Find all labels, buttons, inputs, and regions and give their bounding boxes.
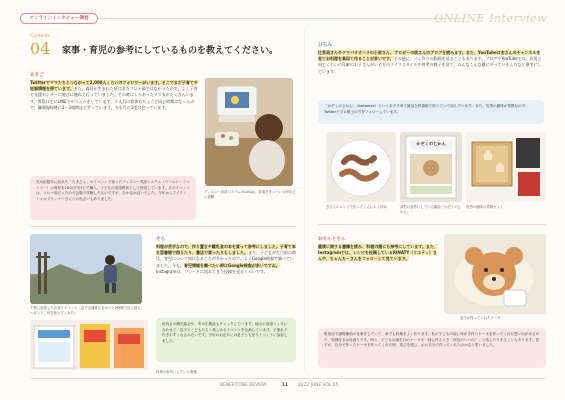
akogi-note-text: 長女結婚年に訪れた「たまひよ」のイベントで知ったディズニー英語システム（ワールド・ファミリー）の教材を100万円ほどで購入。子どもの英語教育として使用しています。そのイベントは、コロナ前だったので会場で体験したものですが、なかなか良いでした。今年からアイランシャルプランナーさんとの出会いもありました。 [36,180,190,201]
akogi-name: あきご [30,73,44,78]
otonton-highlight: 健康に関する書籍を読み、料理の際にも参考にしています。また、Instagramでは、レシピを投稿しているRINATY（リエティ）さんや、ちゃんちーさんをフォローして見ています。 [318,244,438,262]
otonton-note-text: 飲食店で調理補助の仕事をしていて、家でも料理をよく作ります。私が子どもの頃に母が手作りケーキを作ってくれた思い出があるので、料理好きは母譲りです。時々、子どもの誕生日のケーキを一緒に作るとき「何色がいいの？」と話したりすることもあります。息子が、自分で作ったケーキを作ってくれた時、喜びを感じ、おお自分で作ってくれたのかなと思いました。 [324,332,540,348]
hiromi-cap-3: 長男の趣味の将棋セット [466,205,504,209]
interview-badge: オンラインインタビュー調査 [20,13,98,24]
sora-mountain-photo [30,234,142,304]
akogi-highlight: Twitterでママたちとつながって2,000人くらいのフォロワーがいます。そこでまだ子育てや妊娠情報を得ています。 [30,80,198,92]
sora-highlight-2: 育児情報を調べたい時はGoogle検索が多いですね。 [184,262,280,268]
bear-cake-illustration [444,234,546,314]
shogi-set-illustration [466,132,546,202]
sora-name: そら [156,237,166,242]
footer-issue: 2022 JUNE VOL.65 [298,383,339,388]
otonton-cake-photo [444,234,546,314]
cookbooks-illustration [30,320,148,370]
konjac-dish-illustration [326,132,396,202]
magazine-title: かぞくのじかん [416,141,446,146]
footer-rule [30,378,546,379]
question-title: 家事・育児の参考にしているものを教えてください。 [62,46,279,56]
sora-photo-caption: 千秋に参加した山登りイベント（息子は通常ちをかうと2時間で自ら頂上へ行って、母を迎えてくれた） [30,306,141,315]
sora-books-caption: 料理の参考にしている書籍 [156,370,197,374]
hiromi-cap-1: 杏さんのレシピで作ったこんにゃく炒め [326,205,387,209]
online-interview-logo: ONLINE Interview [434,12,547,25]
akogi-photo [205,78,293,186]
sora-books-photo [30,320,148,370]
right-section-divider [318,224,546,225]
page-number: 11 [282,383,289,388]
sora-text [156,244,296,275]
child-dvd-illustration [205,78,293,186]
hiromi-highlight: 辻希美さんやクワバタオハラの小原さん、ブロガーの桃さんのブログを読みます。また、YouTubeは杏さんのチャンネルを見てお料理を真似て作ることが多いです。 [318,50,541,62]
akogi-body: また、義母が生まれた頃はまだコロナ禍ではなかったので、よく子育て支援センターに遊びに連れて行っていました。その時にしりあったママ友がたくさんいます。普段は主にLINEでやりとりをしています。２人目の育休もちょうど同じ時期になったので、職場復帰後に1〜2週間ほど会っています。今も月に1度は会っています。 [30,86,198,110]
contents-number: 04 [30,39,51,58]
sora-body-2: Instagramは、フィードに流れてきた投稿を見るくらいです。 [156,268,268,274]
sora-note-box [156,318,296,362]
akogi-text [30,80,198,111]
hiromi-shogi-photo [466,132,546,202]
hiromi-name: ひろみ [318,43,332,48]
contents-label: Contents [30,34,51,39]
column-divider [304,30,305,370]
sora-highlight-1: 料理が苦手なので、作り置きや離乳食の本を買って参考にしました。子育て本を図書館で借りたり、書店で買ったりもしました。 [156,244,296,256]
left-section-divider [30,226,296,227]
otonton-photo-caption: 息子が作ってくれたケーキ [460,316,501,320]
akogi-photo-caption: ディズニー英語システムのDVDは、食事を作っている時などに視聴 [204,190,296,199]
otonton-note-box [318,328,546,368]
hiromi-magazine-photo [400,132,462,202]
sora-note-text: 町内会の観光協会や、市の広報誌もチェックしています。地元の旧道マップに合わせて、息子とこどもたちと楽しめるイベントを企画しています。子連れで行きやすくなるみたいです。今年のお正月には息子とも登りイベントに参加しました。 [162,322,288,343]
hiromi-note-box [318,100,544,124]
header-divider [100,18,465,19]
otonton-text [318,244,440,263]
sora-body-1: また、子どもが生日前の時は、育児について知になることが多かったので、よくGoogle検索で調べていました。今も、 [156,250,296,268]
footer-magazine-name: BENEFITONE REVIEW [220,383,267,388]
otonton-name: おてんとさん [318,237,346,242]
hiromi-text [318,50,544,75]
akogi-note-box [30,176,196,220]
hiromi-note-text: 「かぞくのじかん」（kodomoe）という本で子育て雑誌を図書館で借りていて読んでいます。また、長男の趣味が将棋なので、Twitterでプロ棋士の方をフォローしています。 [324,104,529,114]
hiromi-body: その他に、パン作りの動画を見ることもあります。ブログやYouTubeでは、次男と同じくらいの年齢のお子さんがいる方のライフスタイルや育児の様子を見て、みんなこんな風にやっているんだなと参考にしています。 [318,56,542,74]
mountain-hike-illustration [30,234,142,304]
hiromi-food-photo [326,132,396,202]
hiromi-cap-2: 育児の参考にしている雑誌「かぞくのじかん」 [400,205,462,214]
